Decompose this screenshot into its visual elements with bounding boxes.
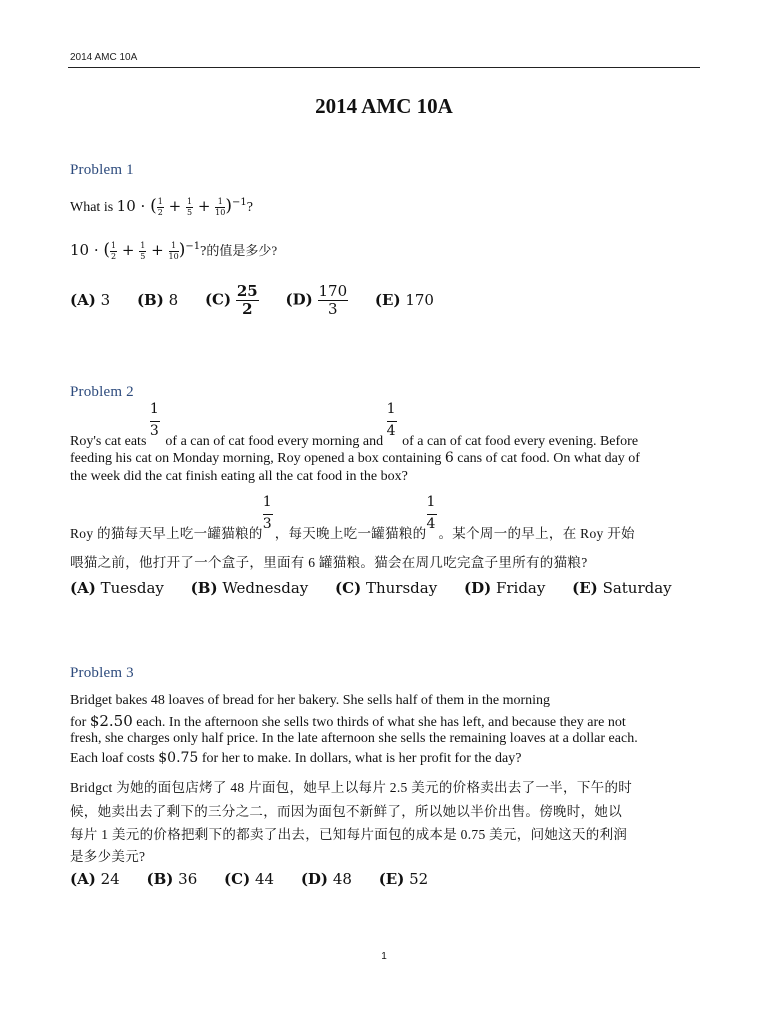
problem-3-cn-line-4: 是多少美元? <box>70 849 146 864</box>
problem-3-heading: Problem 3 <box>70 665 134 681</box>
choice-d: (D) $\frac{170}{3}$ <box>285 282 348 318</box>
problem-3-line-2: for $2.50 each. In the afternoon she sells two thirds of what she has left, and because they are not <box>70 712 626 730</box>
choice-e: (E) 170 <box>374 290 434 309</box>
choice-e: (E) 52 <box>378 870 429 888</box>
choice-d: (D) Friday <box>463 579 546 597</box>
fraction: $\frac{1}{4}$ <box>426 494 436 532</box>
fraction: $\frac{1}{5}$ <box>186 196 193 217</box>
problem-3-choices <box>70 870 450 888</box>
problem-1-question-cn: 10 · ( $\frac{1}{2}$ + $\frac{1}{5}$ + $\frac{1}{10}$ )$^{-1}$?的值是多少? <box>70 240 278 261</box>
fraction: $\frac{1}{3}$ <box>262 494 272 532</box>
fraction: $\frac{1}{3}$ <box>149 401 159 439</box>
header-divider <box>68 67 700 68</box>
problem-2-choices <box>70 579 694 597</box>
problem-3-line-3: fresh, she charges only half price. In the late afternoon she sells the remaining loaves at a dollar each. <box>70 731 638 746</box>
document-title: 2014 AMC 10A <box>315 94 453 118</box>
problem-1-choices <box>70 284 456 317</box>
problem-2-line-3: the week did the cat finish eating all the cat food in the box? <box>70 469 408 484</box>
problem-3-cn-line-2: 候，她卖出去了剩下的三分之二，而因为面包不新鲜了，所以她以半价出售。傍晚时，她以 <box>70 804 622 819</box>
question-suffix: ? <box>246 200 253 215</box>
choice-a: (A) 3 <box>70 290 111 309</box>
choice-a: (A) 24 <box>70 870 120 888</box>
problem-3-line-1: Bridget bakes 48 loaves of bread for her bakery. She sells half of them in the morning <box>70 693 551 708</box>
choice-c: (C) Thursday <box>335 579 438 597</box>
problem-2-line-2: feeding his cat on Monday morning, Roy opened a box containing 6 cans of cat food. On what day of <box>70 450 640 466</box>
fraction: $\frac{1}{2}$ <box>157 196 163 217</box>
problem-2-cn-line-2: 喂猫之前，他打开了一个盒子，里面有 6 罐猫粮。猫会在周几吃完盒子里所有的猫粮? <box>70 555 588 570</box>
math-expression: 10 · ( $\frac{1}{2}$ + $\frac{1}{5}$ + $\frac{1}{10}$ )$^{-1}$ <box>70 240 201 261</box>
page-number: 1 <box>381 951 387 962</box>
question-cn-suffix: 的值是多少? <box>206 243 278 258</box>
choice-b: (B) Wednesday <box>190 579 309 597</box>
choice-c: (C) 44 <box>224 870 275 888</box>
question-prefix: What is <box>70 200 114 215</box>
problem-3-cn-line-1: Bridgct 为她的面包店烤了 48 片面包，她早上以每片 2.5 美元的价格卖出去了一半，下午的时 <box>70 780 633 795</box>
fraction: $\frac{1}{4}$ <box>386 401 396 439</box>
problem-1-question-en <box>70 196 253 217</box>
problem-1-heading: Problem 1 <box>70 162 134 178</box>
problem-3-line-4: Each loaf costs $0.75 for her to make. In dollars, what is her profit for the day? <box>70 750 522 766</box>
fraction: $\frac{1}{10}$ <box>215 196 226 217</box>
problem-2-cn-line-1: Roy 的猫每天早上吃一罐猫粮的 $\frac{1}{3}$ ，每天晚上吃一罐猫粮的 $\frac{1}{4}$ 。某个周一的早上，在 Roy 开始 <box>70 494 635 541</box>
running-header: 2014 AMC 10A <box>70 52 138 63</box>
choice-b: (B) 8 <box>136 290 179 309</box>
problem-2-line-1: Roy's cat eats $\frac{1}{3}$ of a can of cat food every morning and $\frac{1}{4}$ of a can of cat food every evening. Before <box>70 401 639 449</box>
problem-3-cn-line-3: 每片 1 美元的价格把剩下的都卖了出去，已知每片面包的成本是 0.75 美元，问她这天的利润 <box>70 827 628 842</box>
coefficient: 10 · <box>116 197 151 215</box>
math-expression: 10 · ( $\frac{1}{2}$ + $\frac{1}{5}$ + $\frac{1}{10}$ )$^{-1}$ <box>116 196 247 217</box>
problem-2-heading: Problem 2 <box>70 384 134 400</box>
choice-d: (D) 48 <box>300 870 352 888</box>
choice-a: (A) Tuesday <box>70 579 164 597</box>
choice-e: (E) Saturday <box>572 579 672 597</box>
choice-b: (B) 36 <box>146 870 198 888</box>
choice-c: (C) $\frac{25}{2}$ <box>204 282 258 318</box>
